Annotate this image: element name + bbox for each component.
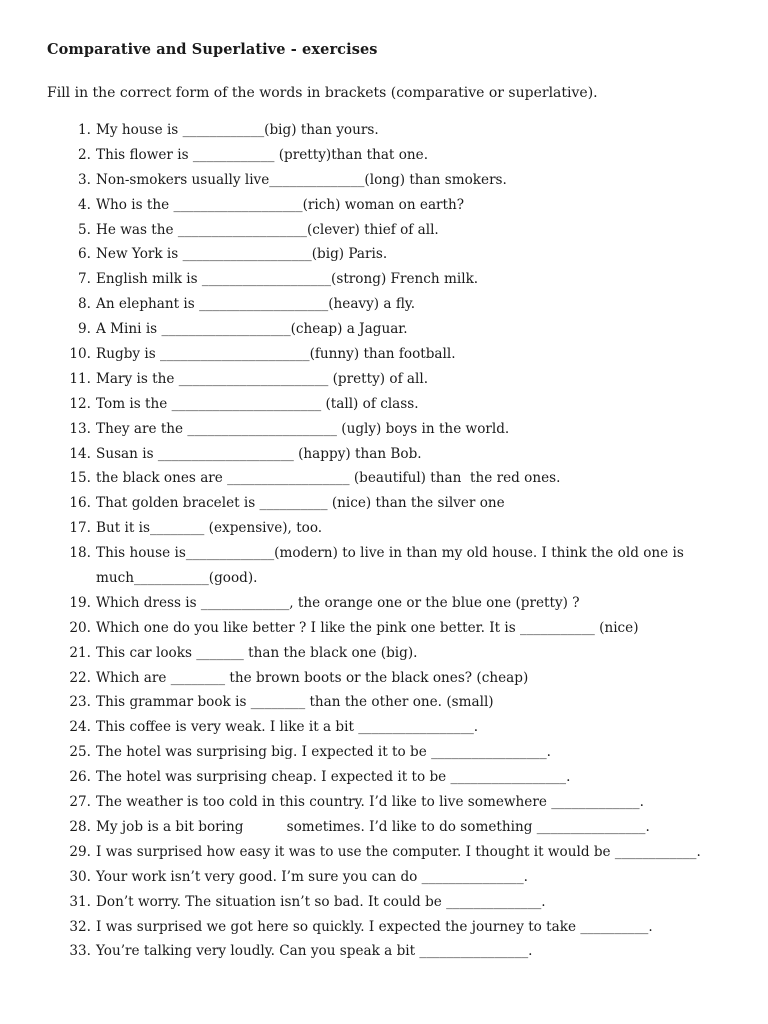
exercise-text: The weather is too cold in this country. I’d like to live somewhere _____________. [96, 794, 644, 811]
exercise-number: 23. [69, 694, 91, 711]
exercise-item [0, 292, 768, 317]
exercise-number: 7. [78, 271, 91, 288]
exercise-text: I was surprised how easy it was to use the computer. I thought it would be ____________. [96, 843, 701, 860]
exercise-number: 18. [69, 545, 91, 562]
exercise-number: 11. [69, 370, 91, 387]
exercise-number: 6. [78, 246, 91, 263]
exercise-text: Your work isn’t very good. I’m sure you can do _______________. [96, 868, 528, 885]
exercise-item [0, 466, 768, 491]
exercise-list [0, 118, 768, 964]
exercise-number: 25. [69, 744, 91, 761]
exercise-text: Which one do you like better ? I like the pink one better. It is ___________ (nice) [96, 619, 639, 636]
exercise-text: My house is ____________(big) than yours. [96, 122, 379, 138]
exercise-item [0, 193, 768, 218]
exercise-number: 33. [69, 943, 91, 960]
exercise-number: 29. [69, 843, 91, 860]
exercise-item [0, 317, 768, 342]
exercise-text: I was surprised we got here so quickly. I expected the journey to take __________. [96, 918, 653, 935]
exercise-number: 14. [69, 445, 91, 462]
exercise-text: Which dress is _____________, the orange one or the blue one (pretty) ? [96, 594, 580, 611]
exercise-text: An elephant is ___________________(heavy) a fly. [96, 296, 416, 313]
exercise-text: This house is_____________(modern) to live in than my old house. I think the old one is [96, 545, 684, 562]
exercise-number: 32. [69, 918, 91, 935]
exercise-item [0, 367, 768, 392]
exercise-item [0, 516, 768, 541]
page-title: Comparative and Superlative - exercises [47, 41, 378, 58]
exercise-item [0, 666, 768, 691]
exercise-number: 22. [69, 669, 91, 686]
exercise-item [0, 890, 768, 915]
exercise-text: Who is the ___________________(rich) woman on earth? [96, 196, 465, 213]
exercise-number: 2. [78, 146, 91, 163]
exercise-text: New York is ___________________(big) Paris. [96, 246, 388, 263]
exercise-item [0, 591, 768, 616]
exercise-continuation-text: much___________(good). [96, 570, 258, 587]
exercise-text: Rugby is ______________________(funny) than football. [96, 346, 456, 363]
exercise-text: The hotel was surprising big. I expected it to be _________________. [96, 744, 551, 761]
exercise-item [0, 342, 768, 367]
exercise-item [0, 740, 768, 765]
exercise-item [0, 815, 768, 840]
exercise-text: Non-smokers usually live______________(long) than smokers. [96, 171, 507, 188]
exercise-text: The hotel was surprising cheap. I expected it to be _________________. [96, 769, 571, 786]
exercise-item [0, 143, 768, 168]
exercise-text: But it is________ (expensive), too. [96, 520, 323, 537]
exercise-item [0, 218, 768, 243]
exercise-item [0, 765, 768, 790]
exercise-item [0, 690, 768, 715]
exercise-number: 27. [69, 794, 91, 811]
exercise-item [0, 491, 768, 516]
exercise-number: 4. [78, 196, 91, 213]
exercise-number: 10. [69, 346, 91, 363]
exercise-text: Don’t worry. The situation isn’t so bad. It could be ______________. [96, 893, 546, 910]
exercise-number: 12. [69, 395, 91, 412]
instructions: Fill in the correct form of the words in brackets (comparative or superlative). [47, 85, 598, 101]
exercise-item [0, 392, 768, 417]
exercise-text: My job is a bit boring sometimes. I’d like to do something ________________. [96, 818, 650, 835]
exercise-item [0, 417, 768, 442]
exercise-number: 26. [69, 769, 91, 786]
exercise-item [0, 790, 768, 815]
exercise-number: 15. [69, 470, 91, 487]
exercise-number: 30. [69, 868, 91, 885]
exercise-item [0, 118, 768, 143]
exercise-number: 13. [69, 420, 91, 437]
exercise-text: This flower is ____________ (pretty)than that one. [96, 146, 429, 163]
exercise-item [0, 641, 768, 666]
exercise-number: 1. [78, 122, 91, 138]
exercise-item [0, 242, 768, 267]
exercise-item [0, 840, 768, 865]
exercise-text: Mary is the ______________________ (pretty) of all. [96, 370, 429, 387]
exercise-text: A Mini is ___________________(cheap) a Jaguar. [96, 321, 408, 338]
exercise-item [0, 442, 768, 467]
exercise-item-continuation [0, 566, 768, 591]
exercise-text: Tom is the ______________________ (tall) of class. [96, 395, 419, 412]
exercise-number: 28. [69, 818, 91, 835]
exercise-text: They are the ______________________ (ugly) boys in the world. [96, 420, 510, 437]
exercise-text: This grammar book is ________ than the other one. (small) [96, 694, 494, 711]
exercise-text: Susan is ____________________ (happy) than Bob. [96, 445, 422, 462]
exercise-number: 9. [78, 321, 91, 338]
exercise-number: 5. [78, 221, 91, 238]
exercise-text: That golden bracelet is __________ (nice) than the silver one [96, 495, 505, 512]
exercise-item [0, 865, 768, 890]
exercise-number: 3. [78, 171, 91, 188]
exercise-text: You’re talking very loudly. Can you speak a bit ________________. [96, 943, 533, 960]
exercise-text: This car looks _______ than the black one (big). [96, 644, 418, 661]
exercise-item [0, 715, 768, 740]
exercise-text: the black ones are __________________ (beautiful) than the red ones. [96, 470, 561, 487]
exercise-item [0, 915, 768, 940]
exercise-number: 8. [78, 296, 91, 313]
exercise-text: He was the ___________________(clever) thief of all. [96, 221, 439, 238]
exercise-item [0, 616, 768, 641]
exercise-text: Which are ________ the brown boots or the black ones? (cheap) [96, 669, 529, 686]
exercise-item [0, 939, 768, 964]
exercise-number: 16. [69, 495, 91, 512]
exercise-number: 17. [69, 520, 91, 537]
exercise-number: 21. [69, 644, 91, 661]
exercise-number: 20. [69, 619, 91, 636]
exercise-text: This coffee is very weak. I like it a bit _________________. [96, 719, 479, 736]
exercise-item [0, 541, 768, 566]
exercise-item [0, 267, 768, 292]
exercise-number: 19. [69, 594, 91, 611]
exercise-item [0, 168, 768, 193]
exercise-text: English milk is ___________________(strong) French milk. [96, 271, 479, 288]
exercise-number: 24. [69, 719, 91, 736]
exercise-number: 31. [69, 893, 91, 910]
